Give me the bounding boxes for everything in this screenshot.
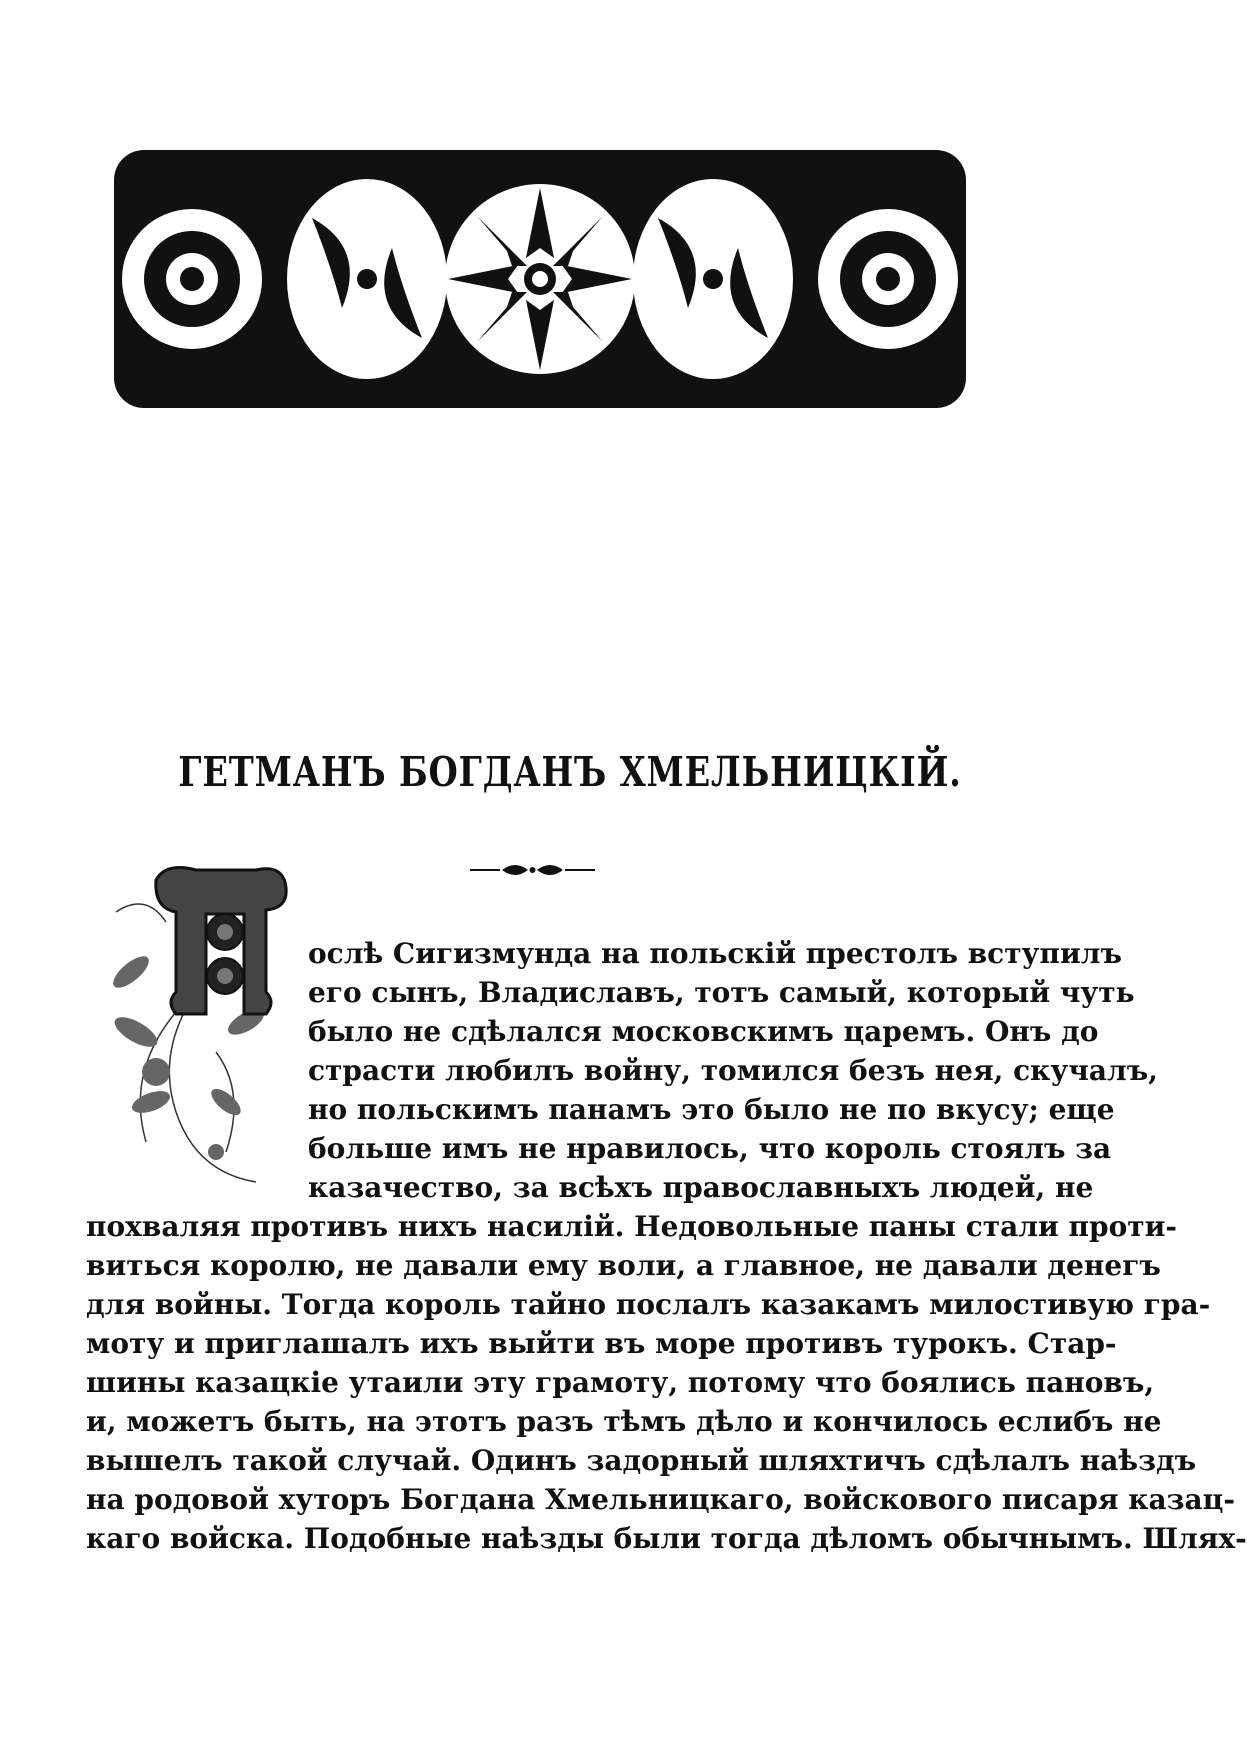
text-line: но польскимъ панамъ это было не по вкусу; еще bbox=[308, 1093, 1115, 1126]
text-line: каго войска. Подобные наѣзды были тогда дѣломъ обычнымъ. Шлях- bbox=[86, 1522, 1247, 1555]
ornamental-divider bbox=[470, 860, 595, 880]
text-line: для войны. Тогда король тайно послалъ казакамъ милостивую гра- bbox=[86, 1288, 1211, 1321]
text-line: похваляя противъ нихъ насилій. Недовольные паны стали проти- bbox=[86, 1210, 1177, 1243]
text-line: вышелъ такой случай. Одинъ задорный шляхтичъ сдѣлалъ наѣздъ bbox=[86, 1444, 1197, 1477]
text-line: шины казацкіе утаили эту грамоту, потому что боялись пановъ, bbox=[86, 1366, 1155, 1399]
text-line: ослѣ Сигизмунда на польскій престолъ вступилъ bbox=[308, 937, 1122, 970]
text-line: его сынъ, Владиславъ, тотъ самый, который чуть bbox=[308, 976, 1135, 1009]
text-line: страсти любилъ войну, томился безъ нея, скучалъ, bbox=[308, 1054, 1158, 1087]
text-line: на родовой хуторъ Богдана Хмельницкаго, войскового писаря казац- bbox=[86, 1483, 1235, 1516]
illuminated-initial bbox=[96, 852, 298, 1204]
text-line: было не сдѣлался московскимъ царемъ. Онъ до bbox=[308, 1015, 1099, 1048]
text-line: виться королю, не давали ему воли, а главное, не давали денегъ bbox=[86, 1249, 1161, 1282]
text-line: моту и приглашалъ ихъ выйти въ море противъ турокъ. Стар- bbox=[86, 1327, 1117, 1360]
chapter-title: ГЕТМАНЪ БОГДАНЪ ХМЕЛЬНИЦКІЙ. bbox=[178, 748, 962, 796]
text-line: больше имъ не нравилось, что король стоялъ за bbox=[308, 1132, 1112, 1165]
text-line: казачество, за всѣхъ православныхъ людей, не bbox=[308, 1171, 1094, 1204]
text-line: и, можетъ быть, на этотъ разъ тѣмъ дѣло и кончилось еслибъ не bbox=[86, 1405, 1162, 1438]
ornamental-headpiece bbox=[112, 148, 968, 410]
